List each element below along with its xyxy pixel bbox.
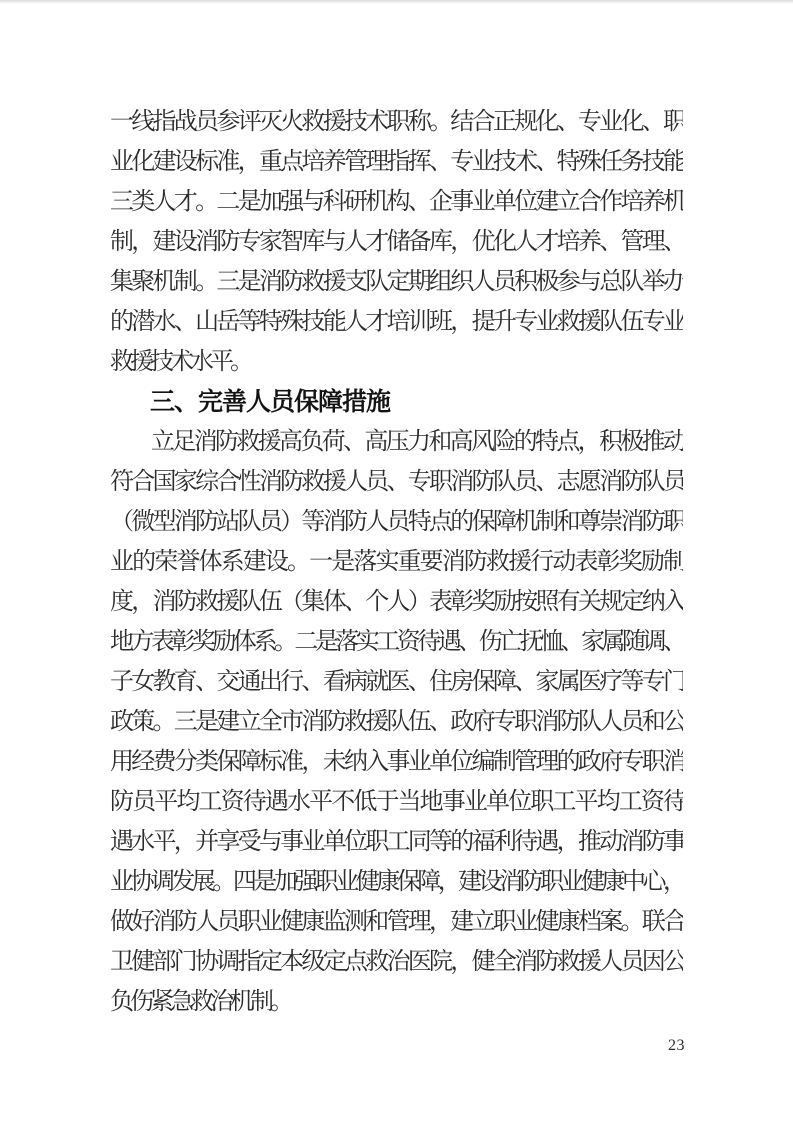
body-line: （微型消防站队员）等消防人员特点的保障机制和尊崇消防职 [110,509,683,535]
body-line: 地方表彰奖励体系。二是落实工资待遇、伤亡抚恤、家属随调、 [110,629,683,655]
body-line: 业的荣誉体系建设。一是落实重要消防救援行动表彰奖励制 [110,549,683,575]
body-line: 三类人才。二是加强与科研机构、企事业单位建立合作培养机 [110,189,683,215]
body-line: 做好消防人员职业健康监测和管理，建立职业健康档案。联合 [110,909,683,935]
body-line: 防员平均工资待遇水平不低于当地事业单位职工平均工资待 [110,789,683,815]
page-number: 23 [668,1037,685,1054]
body-line: 救援技术水平。 [110,349,250,375]
body-line: 卫健部门协调指定本级定点救治医院，健全消防救援人员因公 [110,949,683,975]
body-line: 集聚机制。三是消防救援支队定期组织人员积极参与总队举办 [110,269,683,295]
body-line: 业化建设标准，重点培养管理指挥、专业技术、特殊任务技能 [110,149,683,175]
body-line: 遇水平，并享受与事业单位职工同等的福利待遇，推动消防事 [110,829,683,855]
body-line: 业协调发展。四是加强职业健康保障，建设消防职业健康中心， [110,869,683,895]
body-line: 制，建设消防专家智库与人才储备库，优化人才培养、管理、 [110,229,683,255]
body-line: 的潜水、山岳等特殊技能人才培训班，提升专业救援队伍专业 [110,309,683,335]
body-line: 政策。三是建立全市消防救援队伍、政府专职消防队人员和公 [110,709,683,735]
body-line: 负伤紧急救治机制。 [110,989,290,1015]
body-line: 用经费分类保障标准，未纳入事业单位编制管理的政府专职消 [110,749,683,775]
page-content [110,102,683,1022]
body-line: 一线指战员参评灭火救援技术职称。结合正规化、专业化、职 [110,109,683,135]
body-line: 子女教育、交通出行、看病就医、住房保障、家属医疗等专门 [110,669,683,695]
section-heading: 三、完善人员保障措施 [150,388,391,416]
scan-shadow-edge [0,0,793,4]
body-line: 立足消防救援高负荷、高压力和高风险的特点，积极推动 [151,429,683,455]
body-line: 度，消防救援队伍（集体、个人）表彰奖励按照有关规定纳入 [110,589,683,615]
body-line: 符合国家综合性消防救援人员、专职消防队员、志愿消防队员 [110,469,683,495]
